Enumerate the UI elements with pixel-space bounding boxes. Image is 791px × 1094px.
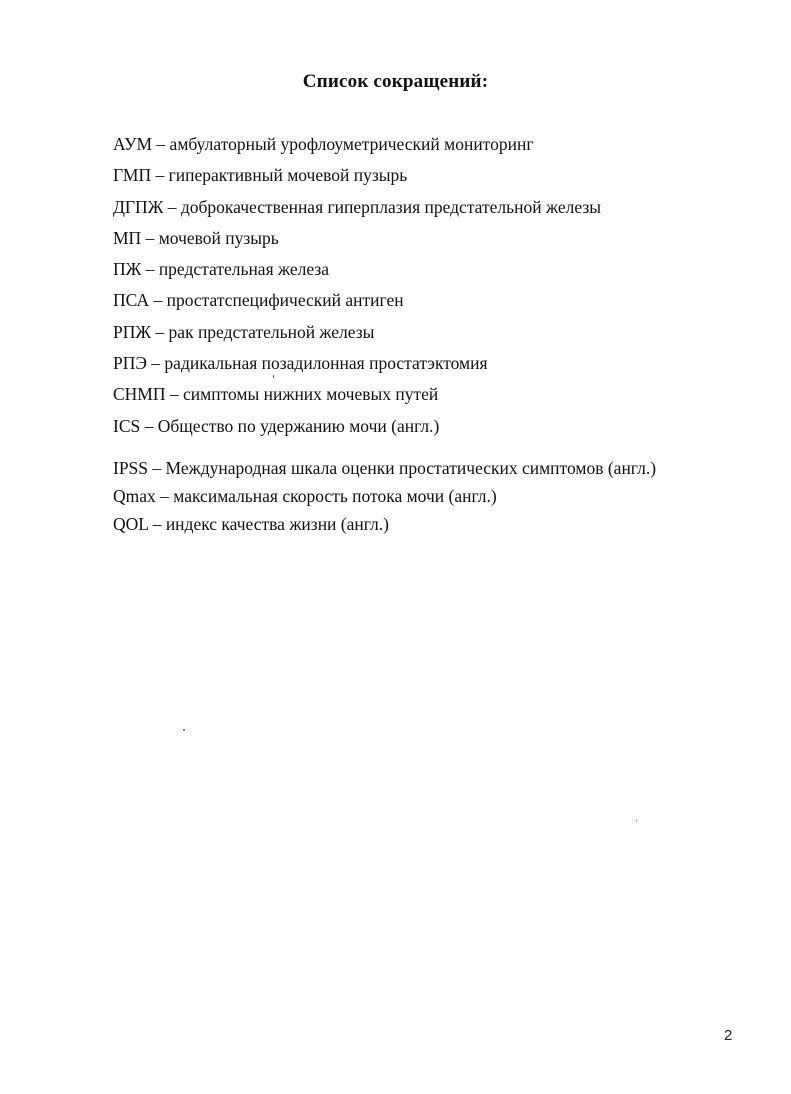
abbreviation-item: Qmax – максимальная скорость потока мочи (англ.) bbox=[113, 486, 497, 506]
abbreviation-item: ПЖ – предстательная железа bbox=[113, 259, 330, 280]
abbreviation-item: QOL – индекс качества жизни (англ.) bbox=[113, 514, 389, 534]
page-title: Список сокращений: bbox=[302, 71, 489, 92]
abbreviation-item: ДГПЖ – доброкачественная гиперплазия предстательной железы bbox=[113, 196, 601, 217]
abbreviation-item: ПСА – простатспецифический антиген bbox=[113, 290, 404, 311]
abbreviation-list bbox=[113, 132, 753, 445]
abbreviation-item: СНМП – симптомы нижних мочевых путей bbox=[113, 384, 439, 405]
page-number: 2 bbox=[724, 1027, 733, 1044]
abbreviation-item: РПЭ – радикальная позадилонная простатэктомия bbox=[113, 353, 488, 374]
scan-speck bbox=[183, 729, 185, 731]
abbreviation-item: IPSS – Международная шкала оценки простатических симптомов (англ.) bbox=[113, 458, 657, 478]
scan-speck bbox=[636, 820, 637, 821]
abbreviation-item: РПЖ – рак предстательной железы bbox=[113, 321, 375, 342]
scan-speck bbox=[273, 375, 274, 378]
abbreviation-item: АУМ – амбулаторный урофлоуметрический мониторинг bbox=[113, 134, 534, 154]
abbreviation-item: ГМП – гиперактивный мочевой пузырь bbox=[113, 165, 408, 186]
abbreviation-item: ICS – Общество по удержанию мочи (англ.) bbox=[113, 415, 440, 436]
abbreviation-list-english bbox=[113, 456, 753, 540]
abbreviation-item: МП – мочевой пузырь bbox=[113, 227, 279, 248]
